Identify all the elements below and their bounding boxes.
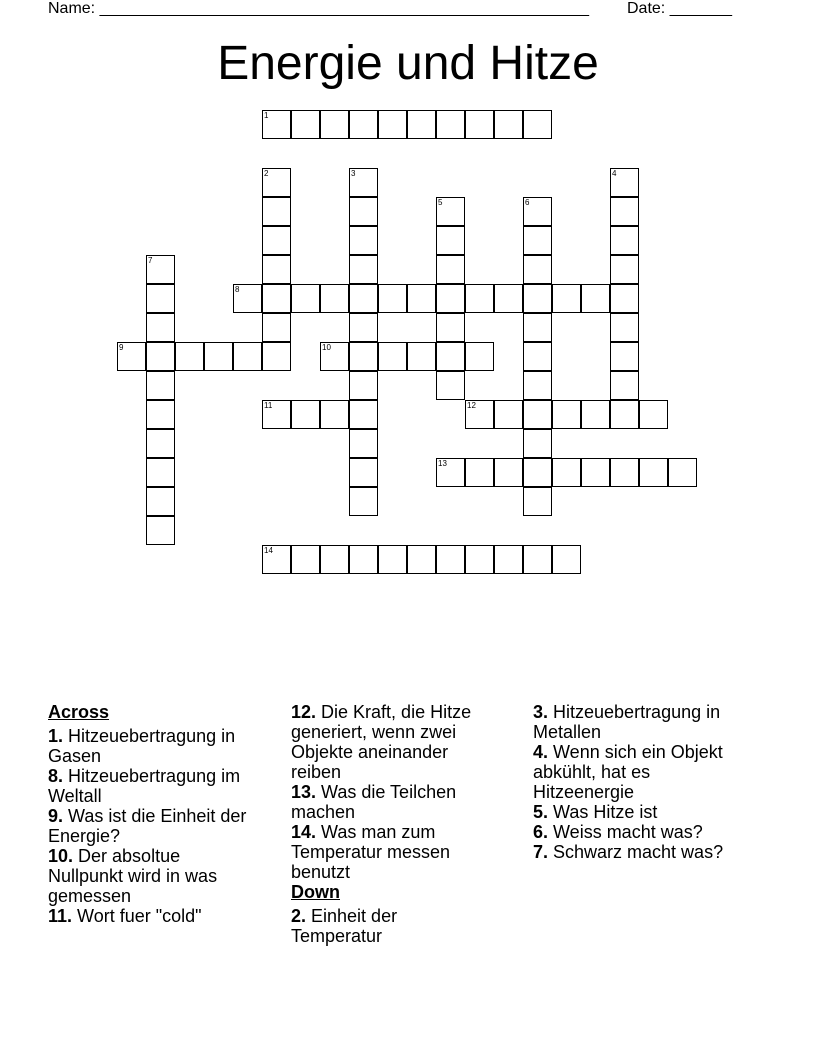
name-field: Name: _______________________________________________________: [48, 0, 589, 17]
grid-cell[interactable]: [494, 400, 523, 429]
clue-number-label: 10.: [48, 846, 74, 866]
grid-cell[interactable]: [581, 284, 610, 313]
grid-cell[interactable]: [349, 458, 378, 487]
grid-cell[interactable]: [523, 255, 552, 284]
grid-cell[interactable]: [523, 487, 552, 516]
clue-number: 11: [264, 401, 273, 410]
grid-cell[interactable]: [291, 284, 320, 313]
across-clue-list-continued: [291, 702, 491, 882]
grid-cell[interactable]: [378, 284, 407, 313]
grid-cell[interactable]: [233, 342, 262, 371]
grid-cell[interactable]: [262, 226, 291, 255]
clue-text: Wort fuer "cold": [72, 906, 202, 926]
grid-cell[interactable]: [146, 313, 175, 342]
clue-item: [533, 702, 733, 742]
grid-cell[interactable]: [262, 284, 291, 313]
clue-number-label: 1.: [48, 726, 64, 746]
grid-cell[interactable]: [349, 342, 378, 371]
grid-cell[interactable]: [610, 168, 639, 197]
grid-cell[interactable]: [378, 545, 407, 574]
clue-number-label: 6.: [533, 822, 549, 842]
grid-cell[interactable]: [262, 400, 291, 429]
down-heading: Down: [291, 882, 340, 902]
grid-cell[interactable]: [349, 284, 378, 313]
clue-text: Was ist die Einheit der Energie?: [48, 806, 247, 846]
grid-cell[interactable]: [146, 487, 175, 516]
clue-number-label: 4.: [533, 742, 549, 762]
grid-cell[interactable]: [436, 313, 465, 342]
grid-cell[interactable]: [610, 226, 639, 255]
grid-cell[interactable]: [436, 255, 465, 284]
clue-item: [533, 742, 733, 802]
grid-cell[interactable]: [146, 255, 175, 284]
puzzle-title: Energie und Hitze: [217, 37, 599, 90]
grid-cell[interactable]: [465, 545, 494, 574]
clue-text: Hitzeuebertragung in Gasen: [48, 726, 236, 766]
grid-cell[interactable]: [378, 110, 407, 139]
grid-cell[interactable]: [436, 110, 465, 139]
grid-cell[interactable]: [436, 342, 465, 371]
grid-cell[interactable]: [349, 371, 378, 400]
grid-cell[interactable]: [494, 110, 523, 139]
grid-cell[interactable]: [262, 313, 291, 342]
grid-cell[interactable]: [146, 400, 175, 429]
clue-number: 2: [264, 169, 269, 178]
grid-cell[interactable]: [581, 458, 610, 487]
grid-cell[interactable]: [523, 400, 552, 429]
grid-cell[interactable]: [407, 342, 436, 371]
grid-cell[interactable]: [262, 342, 291, 371]
grid-cell[interactable]: [349, 400, 378, 429]
clue-number-label: 13.: [291, 782, 317, 802]
grid-cell[interactable]: [291, 110, 320, 139]
grid-cell[interactable]: [523, 197, 552, 226]
grid-cell[interactable]: [262, 255, 291, 284]
clues-column-1: [48, 702, 248, 926]
clue-item: [533, 822, 733, 842]
grid-cell[interactable]: [552, 458, 581, 487]
clue-number-label: 12.: [291, 702, 317, 722]
grid-cell[interactable]: [523, 342, 552, 371]
grid-cell[interactable]: [146, 371, 175, 400]
grid-cell[interactable]: [349, 545, 378, 574]
clue-text: Die Kraft, die Hitze generiert, wenn zwei Objekte aneinander reiben: [291, 702, 472, 782]
grid-cell[interactable]: [523, 284, 552, 313]
grid-cell[interactable]: [262, 545, 291, 574]
clue-item: [291, 782, 491, 822]
clue-text: Schwarz macht was?: [548, 842, 724, 862]
grid-cell[interactable]: [494, 458, 523, 487]
grid-cell[interactable]: [639, 458, 668, 487]
grid-cell[interactable]: [465, 284, 494, 313]
grid-cell[interactable]: [320, 400, 349, 429]
clue-number-label: 11.: [48, 906, 73, 926]
grid-cell[interactable]: [552, 284, 581, 313]
grid-cell[interactable]: [523, 226, 552, 255]
grid-cell[interactable]: [436, 371, 465, 400]
grid-cell[interactable]: [523, 458, 552, 487]
grid-cell[interactable]: [349, 226, 378, 255]
grid-cell[interactable]: [117, 342, 146, 371]
clue-text: Der absoltue Nullpunkt wird in was gemessen: [48, 846, 218, 906]
grid-cell[interactable]: [610, 371, 639, 400]
grid-cell[interactable]: [146, 429, 175, 458]
grid-cell[interactable]: [378, 342, 407, 371]
grid-cell[interactable]: [523, 545, 552, 574]
grid-cell[interactable]: [349, 168, 378, 197]
clue-number-label: 9.: [48, 806, 64, 826]
grid-cell[interactable]: [407, 110, 436, 139]
grid-cell[interactable]: [523, 110, 552, 139]
grid-cell[interactable]: [146, 516, 175, 545]
clue-item: [48, 846, 248, 906]
grid-cell[interactable]: [204, 342, 233, 371]
clue-item: [291, 906, 491, 946]
clue-text: Was die Teilchen machen: [291, 782, 457, 822]
grid-cell[interactable]: [610, 400, 639, 429]
grid-cell[interactable]: [523, 429, 552, 458]
clue-text: Weiss macht was?: [548, 822, 703, 842]
grid-cell[interactable]: [320, 545, 349, 574]
clue-number-label: 8.: [48, 766, 64, 786]
grid-cell[interactable]: [436, 197, 465, 226]
clue-number: 10: [322, 343, 331, 352]
grid-cell[interactable]: [146, 458, 175, 487]
clue-item: [48, 806, 248, 846]
clue-number: 9: [119, 343, 124, 352]
clue-number-label: 2.: [291, 906, 307, 926]
clue-item: [533, 802, 733, 822]
grid-cell[interactable]: [407, 284, 436, 313]
clue-text: Einheit der Temperatur: [291, 906, 398, 946]
grid-cell[interactable]: [465, 458, 494, 487]
grid-cell[interactable]: [146, 342, 175, 371]
grid-cell[interactable]: [175, 342, 204, 371]
across-heading: Across: [48, 702, 110, 722]
grid-cell[interactable]: [349, 255, 378, 284]
clue-number: 8: [235, 285, 240, 294]
clue-number: 4: [612, 169, 617, 178]
clue-number-label: 3.: [533, 702, 549, 722]
grid-cell[interactable]: [610, 458, 639, 487]
grid-cell[interactable]: [436, 226, 465, 255]
grid-cell[interactable]: [552, 400, 581, 429]
clue-number: 3: [351, 169, 356, 178]
clue-text: Was man zum Temperatur messen benutzt: [291, 822, 451, 882]
grid-cell[interactable]: [552, 545, 581, 574]
grid-cell[interactable]: [146, 284, 175, 313]
clue-item: [291, 702, 491, 782]
grid-cell[interactable]: [668, 458, 697, 487]
grid-cell[interactable]: [610, 197, 639, 226]
grid-cell[interactable]: [494, 284, 523, 313]
down-clue-list-continued: [533, 702, 733, 862]
date-field: Date: _______: [627, 0, 732, 17]
grid-cell[interactable]: [349, 110, 378, 139]
grid-cell[interactable]: [262, 197, 291, 226]
clue-item: [48, 766, 248, 806]
grid-cell[interactable]: [465, 400, 494, 429]
grid-cell[interactable]: [233, 284, 262, 313]
clue-item: [533, 842, 733, 862]
clue-text: Wenn sich ein Objekt abkühlt, hat es Hitzeenergie: [533, 742, 723, 802]
clue-number: 12: [467, 401, 476, 410]
clues-column-2: [291, 702, 491, 946]
grid-cell[interactable]: [349, 197, 378, 226]
clue-text: Hitzeuebertragung in Metallen: [533, 702, 721, 742]
clue-number: 13: [438, 459, 447, 468]
grid-cell[interactable]: [465, 342, 494, 371]
grid-cell[interactable]: [610, 255, 639, 284]
clue-number-label: 5.: [533, 802, 549, 822]
clue-text: Hitzeuebertragung im Weltall: [48, 766, 241, 806]
clue-item: [48, 906, 248, 926]
clue-number-label: 7.: [533, 842, 549, 862]
grid-cell[interactable]: [291, 545, 320, 574]
clue-number: 6: [525, 198, 530, 207]
grid-cell[interactable]: [610, 313, 639, 342]
down-clue-list: [291, 906, 491, 946]
grid-cell[interactable]: [523, 371, 552, 400]
clue-text: Was Hitze ist: [548, 802, 658, 822]
clues-column-3: [533, 702, 733, 862]
clue-number-label: 14.: [291, 822, 317, 842]
grid-cell[interactable]: [291, 400, 320, 429]
grid-cell[interactable]: [349, 429, 378, 458]
grid-cell[interactable]: [581, 400, 610, 429]
clue-item: [48, 726, 248, 766]
grid-cell[interactable]: [349, 487, 378, 516]
clue-number: 5: [438, 198, 443, 207]
grid-cell[interactable]: [465, 110, 494, 139]
grid-cell[interactable]: [494, 545, 523, 574]
grid-cell[interactable]: [436, 458, 465, 487]
clue-number: 7: [148, 256, 153, 265]
across-clue-list: [48, 726, 248, 926]
clue-item: [291, 822, 491, 882]
grid-cell[interactable]: [436, 545, 465, 574]
grid-cell[interactable]: [523, 313, 552, 342]
grid-cell[interactable]: [320, 110, 349, 139]
grid-cell[interactable]: [436, 284, 465, 313]
grid-cell[interactable]: [262, 168, 291, 197]
grid-cell[interactable]: [639, 400, 668, 429]
clue-number: 1: [264, 111, 269, 120]
grid-cell[interactable]: [320, 284, 349, 313]
clue-number: 14: [264, 546, 273, 555]
grid-cell[interactable]: [262, 110, 291, 139]
grid-cell[interactable]: [407, 545, 436, 574]
grid-cell[interactable]: [349, 313, 378, 342]
grid-cell[interactable]: [320, 342, 349, 371]
grid-cell[interactable]: [610, 284, 639, 313]
grid-cell[interactable]: [610, 342, 639, 371]
